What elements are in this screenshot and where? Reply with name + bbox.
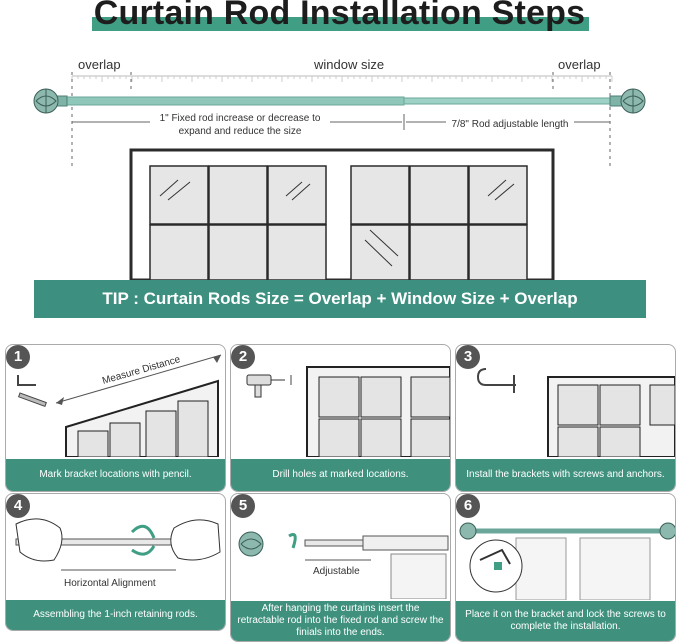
tip-banner: TIP : Curtain Rods Size = Overlap + Window Size + Overlap [34,280,646,318]
bracket-icon [18,375,46,406]
step-2-illustration [231,345,450,457]
step-4-caption: Assembling the 1-inch retaining rods. [6,600,225,630]
overlap-right-label: overlap [558,57,601,72]
step-5-number: 5 [231,494,255,518]
step-1-panel [5,344,226,492]
rod-window-illustration [0,70,679,280]
step-2-number: 2 [231,345,255,369]
step-6-number: 6 [456,494,480,518]
page-title: Curtain Rod Installation Steps [93,0,586,32]
step-3-panel [455,344,676,492]
finial-icon [239,532,263,556]
finial-left-icon [34,89,67,113]
fixed-rod-note: 1" Fixed rod increase or decrease to expand and reduce the size [159,113,321,137]
step-5-panel [230,493,451,642]
finial-left-icon [460,523,476,539]
curtain-right-icon [580,538,650,600]
step-3-illustration [456,345,675,457]
step-2-caption: Drill holes at marked locations. [231,459,450,491]
curtain-icon [391,554,446,599]
step-6-caption: Place it on the bracket and lock the screws to complete the installation. [456,601,675,641]
finial-right-icon [660,523,675,539]
step-1-caption: Mark bracket locations with pencil. [6,459,225,491]
adjustable-label: Adjustable [313,566,360,577]
step-6-illustration [456,494,675,600]
step-1-illustration [6,345,225,457]
step-4-number: 4 [6,494,30,518]
measure-distance-label: Measure Distance [101,354,182,387]
window-size-label: window size [314,57,385,72]
step-2-panel [230,344,451,492]
step-5-illustration [231,494,450,599]
step-6-panel [455,493,676,642]
step-4-panel [5,493,226,631]
step-5-caption: After hanging the curtains insert the retractable rod into the fixed rod and screw the finials into the ends. [231,601,450,641]
horizontal-alignment-label: Horizontal Alignment [64,578,156,589]
bracket-icon [478,369,516,393]
left-hand-icon [16,519,62,561]
step-3-number: 3 [456,345,480,369]
step-1-number: 1 [6,345,30,369]
rotate-arrow-icon [289,535,295,549]
adjustable-length-note: 7/8" Rod adjustable length [451,119,569,130]
curtain-left-icon [516,538,566,600]
finial-right-icon [610,89,645,113]
step-3-caption: Install the brackets with screws and anchors. [456,459,675,491]
drill-icon [247,375,285,397]
overlap-left-label: overlap [78,57,121,72]
right-hand-icon [171,520,220,560]
